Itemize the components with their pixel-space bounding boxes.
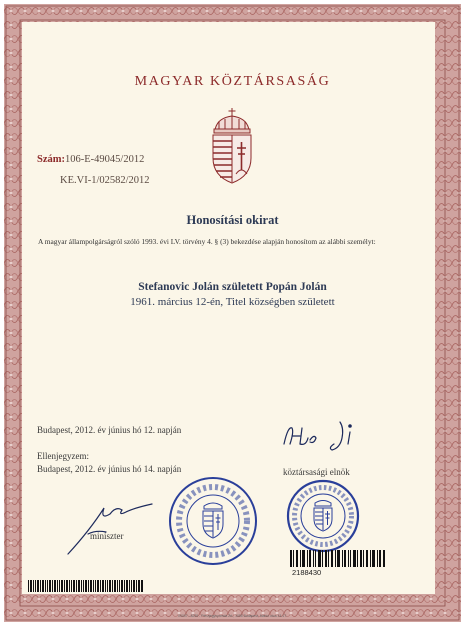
person-name: Stefanovic Jolán született Popán Jolán (138, 281, 327, 293)
serial-number: 2188430 (292, 568, 322, 577)
president-signature (280, 418, 370, 460)
place-date-minister: Budapest, 2012. év június hó 14. napján (37, 464, 182, 474)
printer-footer: X0007 - 8239 - Pénzjegynyomda Zrt., 1055 Budapest, Markó utca 13-17. (177, 614, 288, 618)
number-value: 106-E-49045/2012 (65, 154, 145, 165)
number-label: Szám: (37, 154, 65, 165)
document-number (37, 154, 144, 165)
republic-title: MAGYAR KÖZTÁRSASÁG (134, 74, 331, 89)
place-date-president: Budapest, 2012. év június hó 12. napján (37, 425, 182, 435)
hungarian-coat-of-arms-icon (205, 108, 259, 188)
intro-paragraph: A magyar állampolgárságról szóló 1993. évi LV. törvény 4. § (3) bekezdése alapján honosítom az alábbi személyt: (38, 237, 376, 246)
birth-info: 1961. március 12-én, Titel községben született (130, 296, 335, 308)
minister-title: miniszter (90, 531, 124, 541)
countersign-label: Ellenjegyzem: (37, 451, 89, 461)
minister-signature (60, 490, 160, 564)
document-heading: Honosítási okirat (186, 213, 279, 227)
bottom-barcode (28, 577, 144, 596)
president-title: köztársasági elnök (283, 467, 350, 477)
reference-number: KE.VI-1/02582/2012 (60, 175, 150, 186)
ministry-seal-icon (168, 476, 258, 570)
presidential-seal-icon (286, 479, 360, 557)
